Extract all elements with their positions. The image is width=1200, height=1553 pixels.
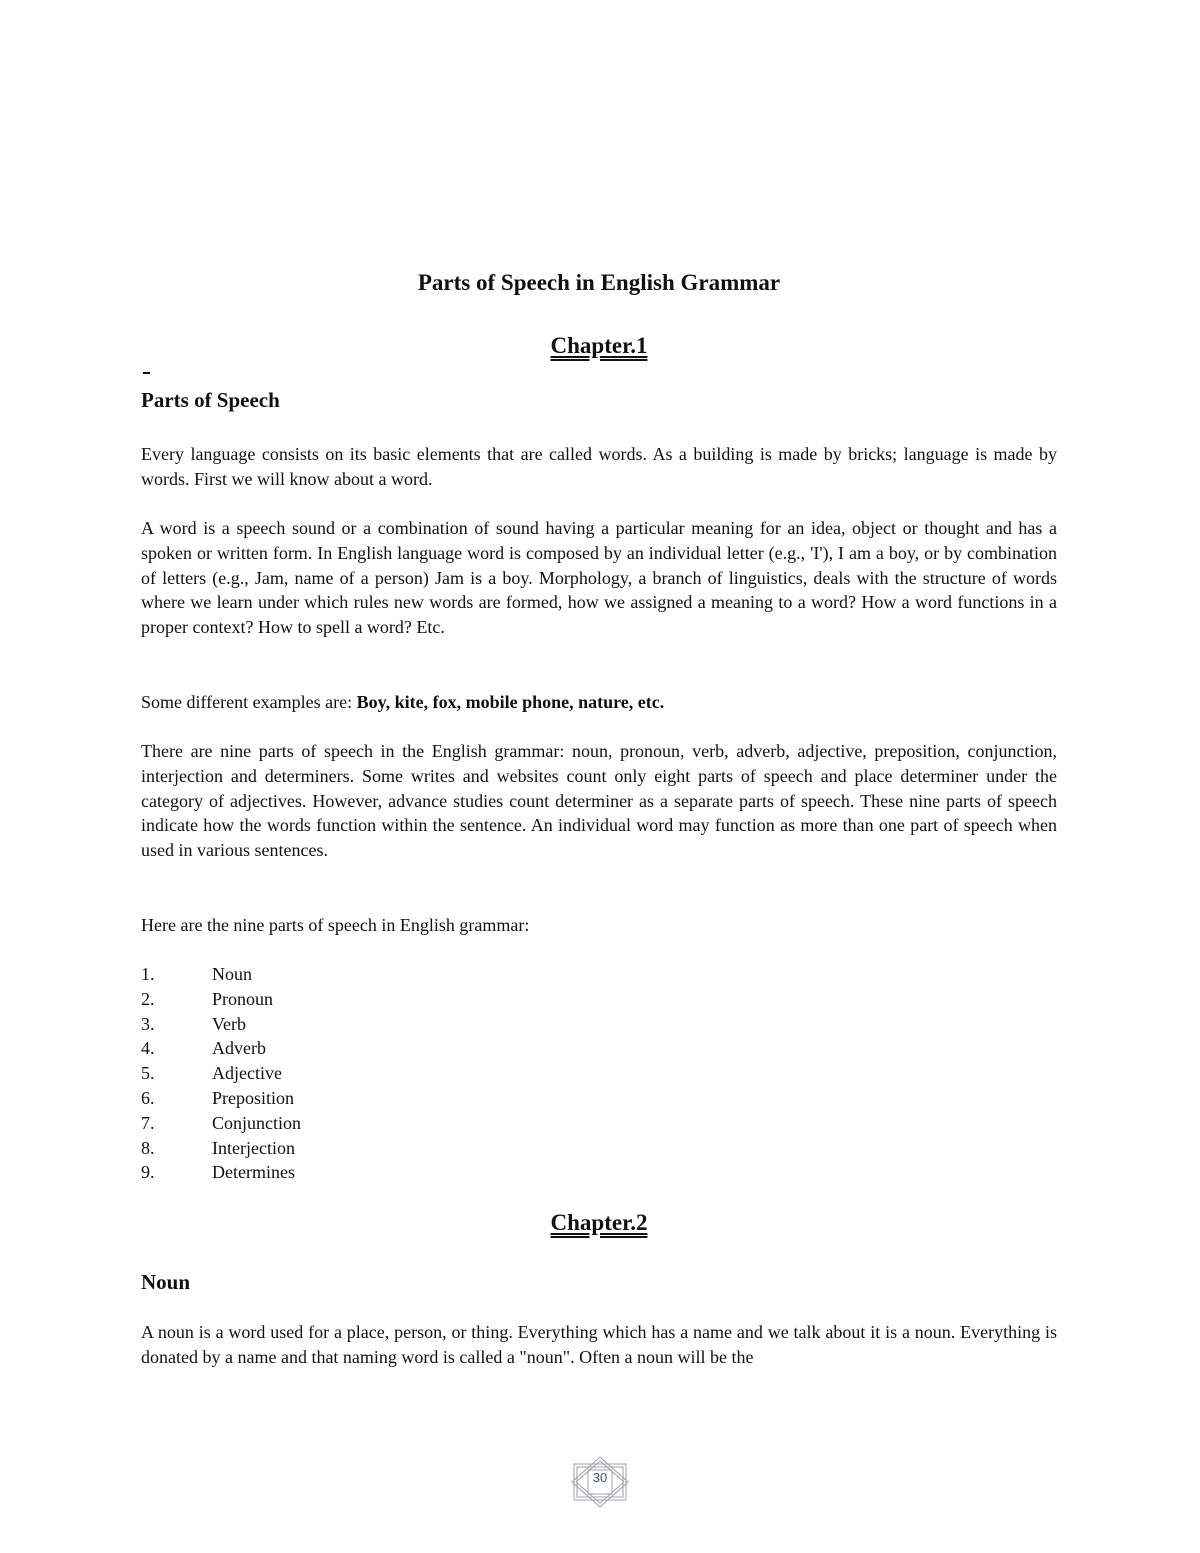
paragraph-noun-definition: A noun is a word used for a place, person, or thing. Everything which has a name and we talk about it is a noun. Everything is donated by a name and that naming word is called a "noun". Often a noun will be the — [141, 1322, 1057, 1367]
list-item — [141, 962, 641, 987]
stray-dash-mark — [143, 372, 150, 374]
paragraph-intro: Every language consists on its basic elements that are called words. As a building is made by bricks; language is made by words. First we will know about a word. — [141, 444, 1057, 489]
examples-lead: Some different examples are: — [141, 692, 357, 712]
list-item-label: Adverb — [212, 1038, 266, 1059]
chapter-2-label: Chapter.2 — [550, 1210, 648, 1235]
list-item-number: 9. — [141, 1162, 155, 1183]
list-item — [141, 1036, 641, 1061]
list-item — [141, 1086, 641, 1111]
paragraph-word-definition: A word is a speech sound or a combination of sound having a particular meaning for an idea, object or thought and has a spoken or written form. In English language word is composed by an individual letter (e.g., 'I'), I am a boy, or by combination of letters (e.g., Jam, name of a person) Jam is a boy. Morphology, a branch of linguistics, deals with the structure of words where we learn under which rules new words are formed, how we assigned a meaning to a word? How a word functions in a proper context? How to spell a word? Etc. — [141, 518, 1057, 638]
list-item-number: 8. — [141, 1137, 155, 1158]
list-item-number: 5. — [141, 1063, 155, 1084]
list-item-number: 2. — [141, 988, 155, 1009]
list-item — [141, 1061, 641, 1086]
list-item-number: 3. — [141, 1013, 155, 1034]
section-heading-parts-of-speech: Parts of Speech — [141, 388, 280, 412]
list-item — [141, 1136, 641, 1161]
examples-bold: Boy, kite, fox, mobile phone, nature, etc. — [356, 692, 665, 712]
list-item-number: 6. — [141, 1087, 155, 1108]
paragraph-nine-parts: There are nine parts of speech in the English grammar: noun, pronoun, verb, adverb, adjective, preposition, conjunction, interjection and determiners. Some writes and websites count only eight parts of speech and place determiner under the category of adjectives. However, advance studies count determiner as a separate parts of speech. These nine parts of speech indicate how the words function within the sentence. An individual word may function as more than one part of speech when used in various sentences. — [141, 741, 1057, 861]
list-item-label: Determines — [212, 1162, 295, 1183]
list-item-label: Pronoun — [212, 988, 274, 1009]
paragraph-examples — [141, 690, 1057, 715]
list-item — [141, 1012, 641, 1037]
section-heading-noun: Noun — [141, 1270, 191, 1294]
list-item — [141, 1160, 641, 1185]
document-page — [141, 0, 1057, 1553]
chapter-1-label: Chapter.1 — [550, 333, 648, 358]
page-number: 30 — [592, 1470, 608, 1485]
list-item-label: Preposition — [212, 1087, 295, 1108]
document-title: Parts of Speech in English Grammar — [417, 270, 781, 295]
list-item-label: Adjective — [212, 1063, 282, 1084]
list-item-number: 7. — [141, 1112, 155, 1133]
list-item-number: 1. — [141, 964, 155, 984]
chapter-1-heading — [141, 333, 1057, 359]
list-item-label: Interjection — [212, 1137, 295, 1158]
parts-of-speech-list — [141, 962, 641, 1185]
list-item — [141, 987, 641, 1012]
list-item-label: Verb — [212, 1013, 246, 1034]
list-item-number: 4. — [141, 1038, 155, 1059]
list-item-label: Noun — [212, 964, 252, 984]
chapter-2-heading — [141, 1210, 1057, 1236]
page-number-badge — [570, 1456, 630, 1508]
list-item-label: Conjunction — [212, 1112, 301, 1133]
paragraph-list-intro: Here are the nine parts of speech in English grammar: — [141, 915, 530, 935]
list-item — [141, 1111, 641, 1136]
